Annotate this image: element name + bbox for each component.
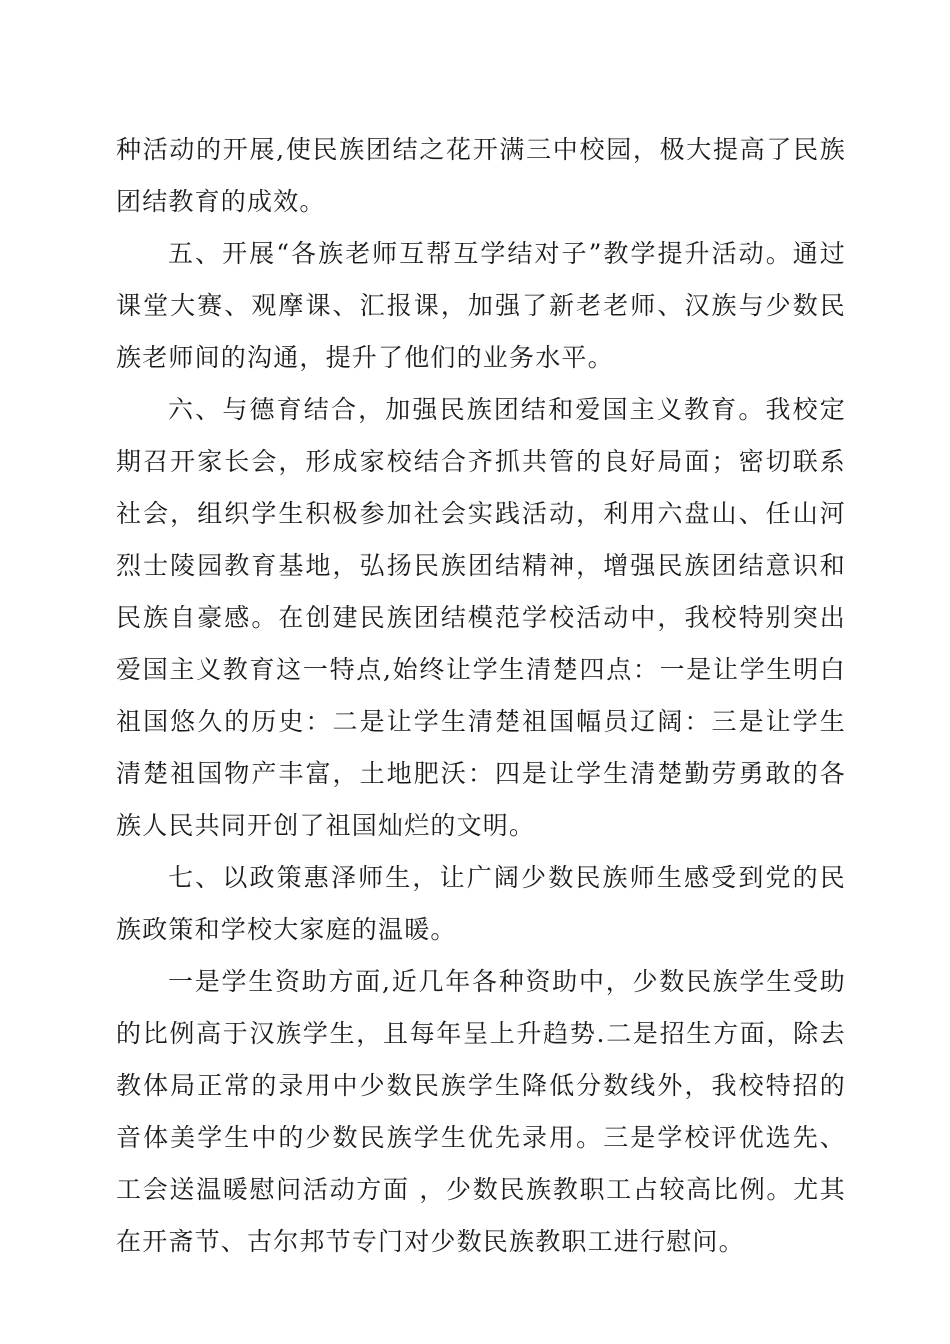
paragraph-item-six: 六、与德育结合，加强民族团结和爱国主义教育。我校定期召开家长会，形成家校结合齐抓共管的良好局面；密切联系社会，组织学生积极参加社会实践活动，利用六盘山、任山河烈士陵园教育基地，弘扬民族团结精神，增强民族团结意识和民族自豪感。在创建民族团结模范学校活动中，我校特别突出爱国主义教育这一特点,始终让学生清楚四点：一是让学生明白祖国悠久的历史：二是让学生清楚祖国幅员辽阔：三是让学生清楚祖国物产丰富，土地肥沃：四是让学生清楚勤劳勇敢的各族人民共同开创了祖国灿烂的文明。	[116, 395, 846, 840]
paragraph-item-seven: 七、以政策惠泽师生，让广阔少数民族师生感受到党的民族政策和学校大家庭的温暖。	[116, 863, 846, 944]
paragraph-item-five: 五、开展“各族老师互帮互学结对子”教学提升活动。通过课堂大赛、观摩课、汇报课，加强了新老老师、汉族与少数民族老师间的沟通，提升了他们的业务水平。	[116, 239, 846, 372]
paragraph-continuation: 种活动的开展,使民族团结之花开满三中校园，极大提高了民族团结教育的成效。	[116, 135, 846, 216]
document-body	[116, 124, 846, 1268]
paragraph-student-aid: 一是学生资助方面,近几年各种资助中，少数民族学生受助的比例高于汉族学生，且每年呈上升趋势.二是招生方面，除去教体局正常的录用中少数民族学生降低分数线外，我校特招的音体美学生中的少数民族学生优先录用。三是学校评优选先、工会送温暖慰问活动方面 ，少数民族教职工占较高比例。尤其在开斋节、古尔邦节专门对少数民族教职工进行慰问。	[116, 967, 846, 1256]
